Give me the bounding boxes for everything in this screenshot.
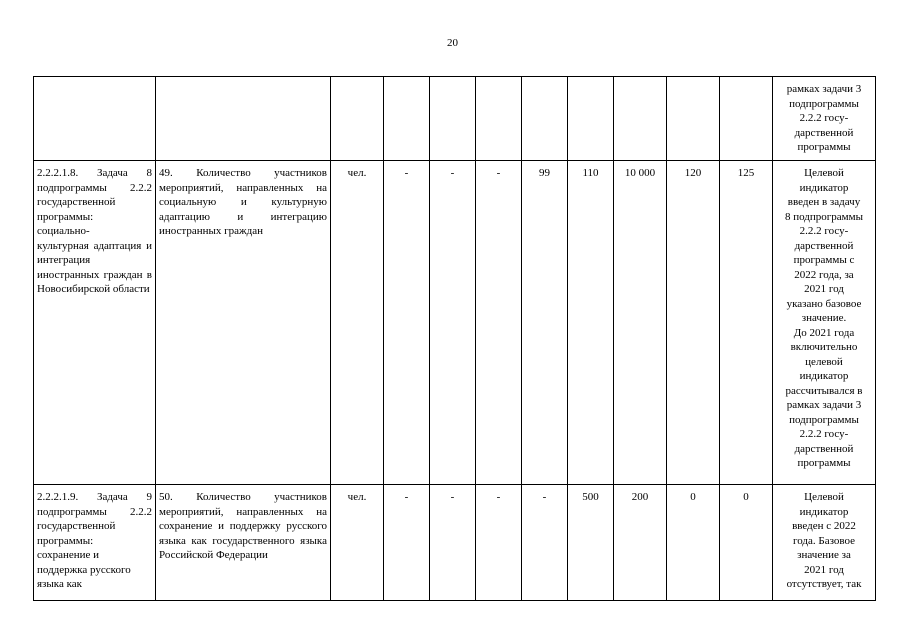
task-cell — [34, 77, 156, 161]
value-cell: - — [384, 161, 430, 485]
value-cell: - — [522, 485, 568, 601]
value-cell: - — [430, 485, 476, 601]
value-cell — [568, 77, 614, 161]
unit-cell: чел. — [331, 485, 384, 601]
value-cell: - — [384, 485, 430, 601]
note-cell: рамках задачи 3 подпрограммы 2.2.2 госу- дарственной программы — [773, 77, 876, 161]
value-cell — [430, 77, 476, 161]
value-cell: 125 — [720, 161, 773, 485]
value-cell: 0 — [720, 485, 773, 601]
note-cell: Целевой индикатор введен с 2022 года. Базовое значение за 2021 год отсутствует, так — [773, 485, 876, 601]
indicator-cell: 49. Количество участников мероприятий, направленных на социальную и культурную адаптацию и интеграцию иностранных граждан — [156, 161, 331, 485]
table-row — [34, 485, 876, 601]
value-cell — [614, 77, 667, 161]
value-cell: - — [476, 161, 522, 485]
indicator-cell — [156, 77, 331, 161]
unit-cell — [331, 77, 384, 161]
value-cell: 500 — [568, 485, 614, 601]
value-cell: 10 000 — [614, 161, 667, 485]
task-cell: 2.2.2.1.9. Задача 9 подпрограммы 2.2.2 государственной программы: сохранение и поддержка русского языка как — [34, 485, 156, 601]
value-cell: 99 — [522, 161, 568, 485]
page-number: 20 — [447, 37, 458, 49]
value-cell — [720, 77, 773, 161]
value-cell: 200 — [614, 485, 667, 601]
table-row — [34, 161, 876, 485]
note-cell: Целевой индикатор введен в задачу 8 подпрограммы 2.2.2 госу- дарственной программы с 2022 года, за 2021 год указано базовое значение. До 2021 года включительно целевой индикатор рассчитывался в рамках задачи 3 подпрограммы 2.2.2 госу- дарственной программы — [773, 161, 876, 485]
task-cell: 2.2.2.1.8. Задача 8 подпрограммы 2.2.2 государственной программы: социально- культурная адаптация и интеграция иностранных граждан в Новосибирской области — [34, 161, 156, 485]
value-cell — [476, 77, 522, 161]
unit-cell: чел. — [331, 161, 384, 485]
value-cell — [522, 77, 568, 161]
table-row — [34, 77, 876, 161]
value-cell: - — [430, 161, 476, 485]
value-cell: - — [476, 485, 522, 601]
value-cell: 110 — [568, 161, 614, 485]
indicators-table — [33, 76, 876, 601]
value-cell: 0 — [667, 485, 720, 601]
indicator-cell: 50. Количество участников мероприятий, направленных на сохранение и поддержку русского языка как государственного языка Российской Федерации — [156, 485, 331, 601]
value-cell — [384, 77, 430, 161]
value-cell: 120 — [667, 161, 720, 485]
value-cell — [667, 77, 720, 161]
